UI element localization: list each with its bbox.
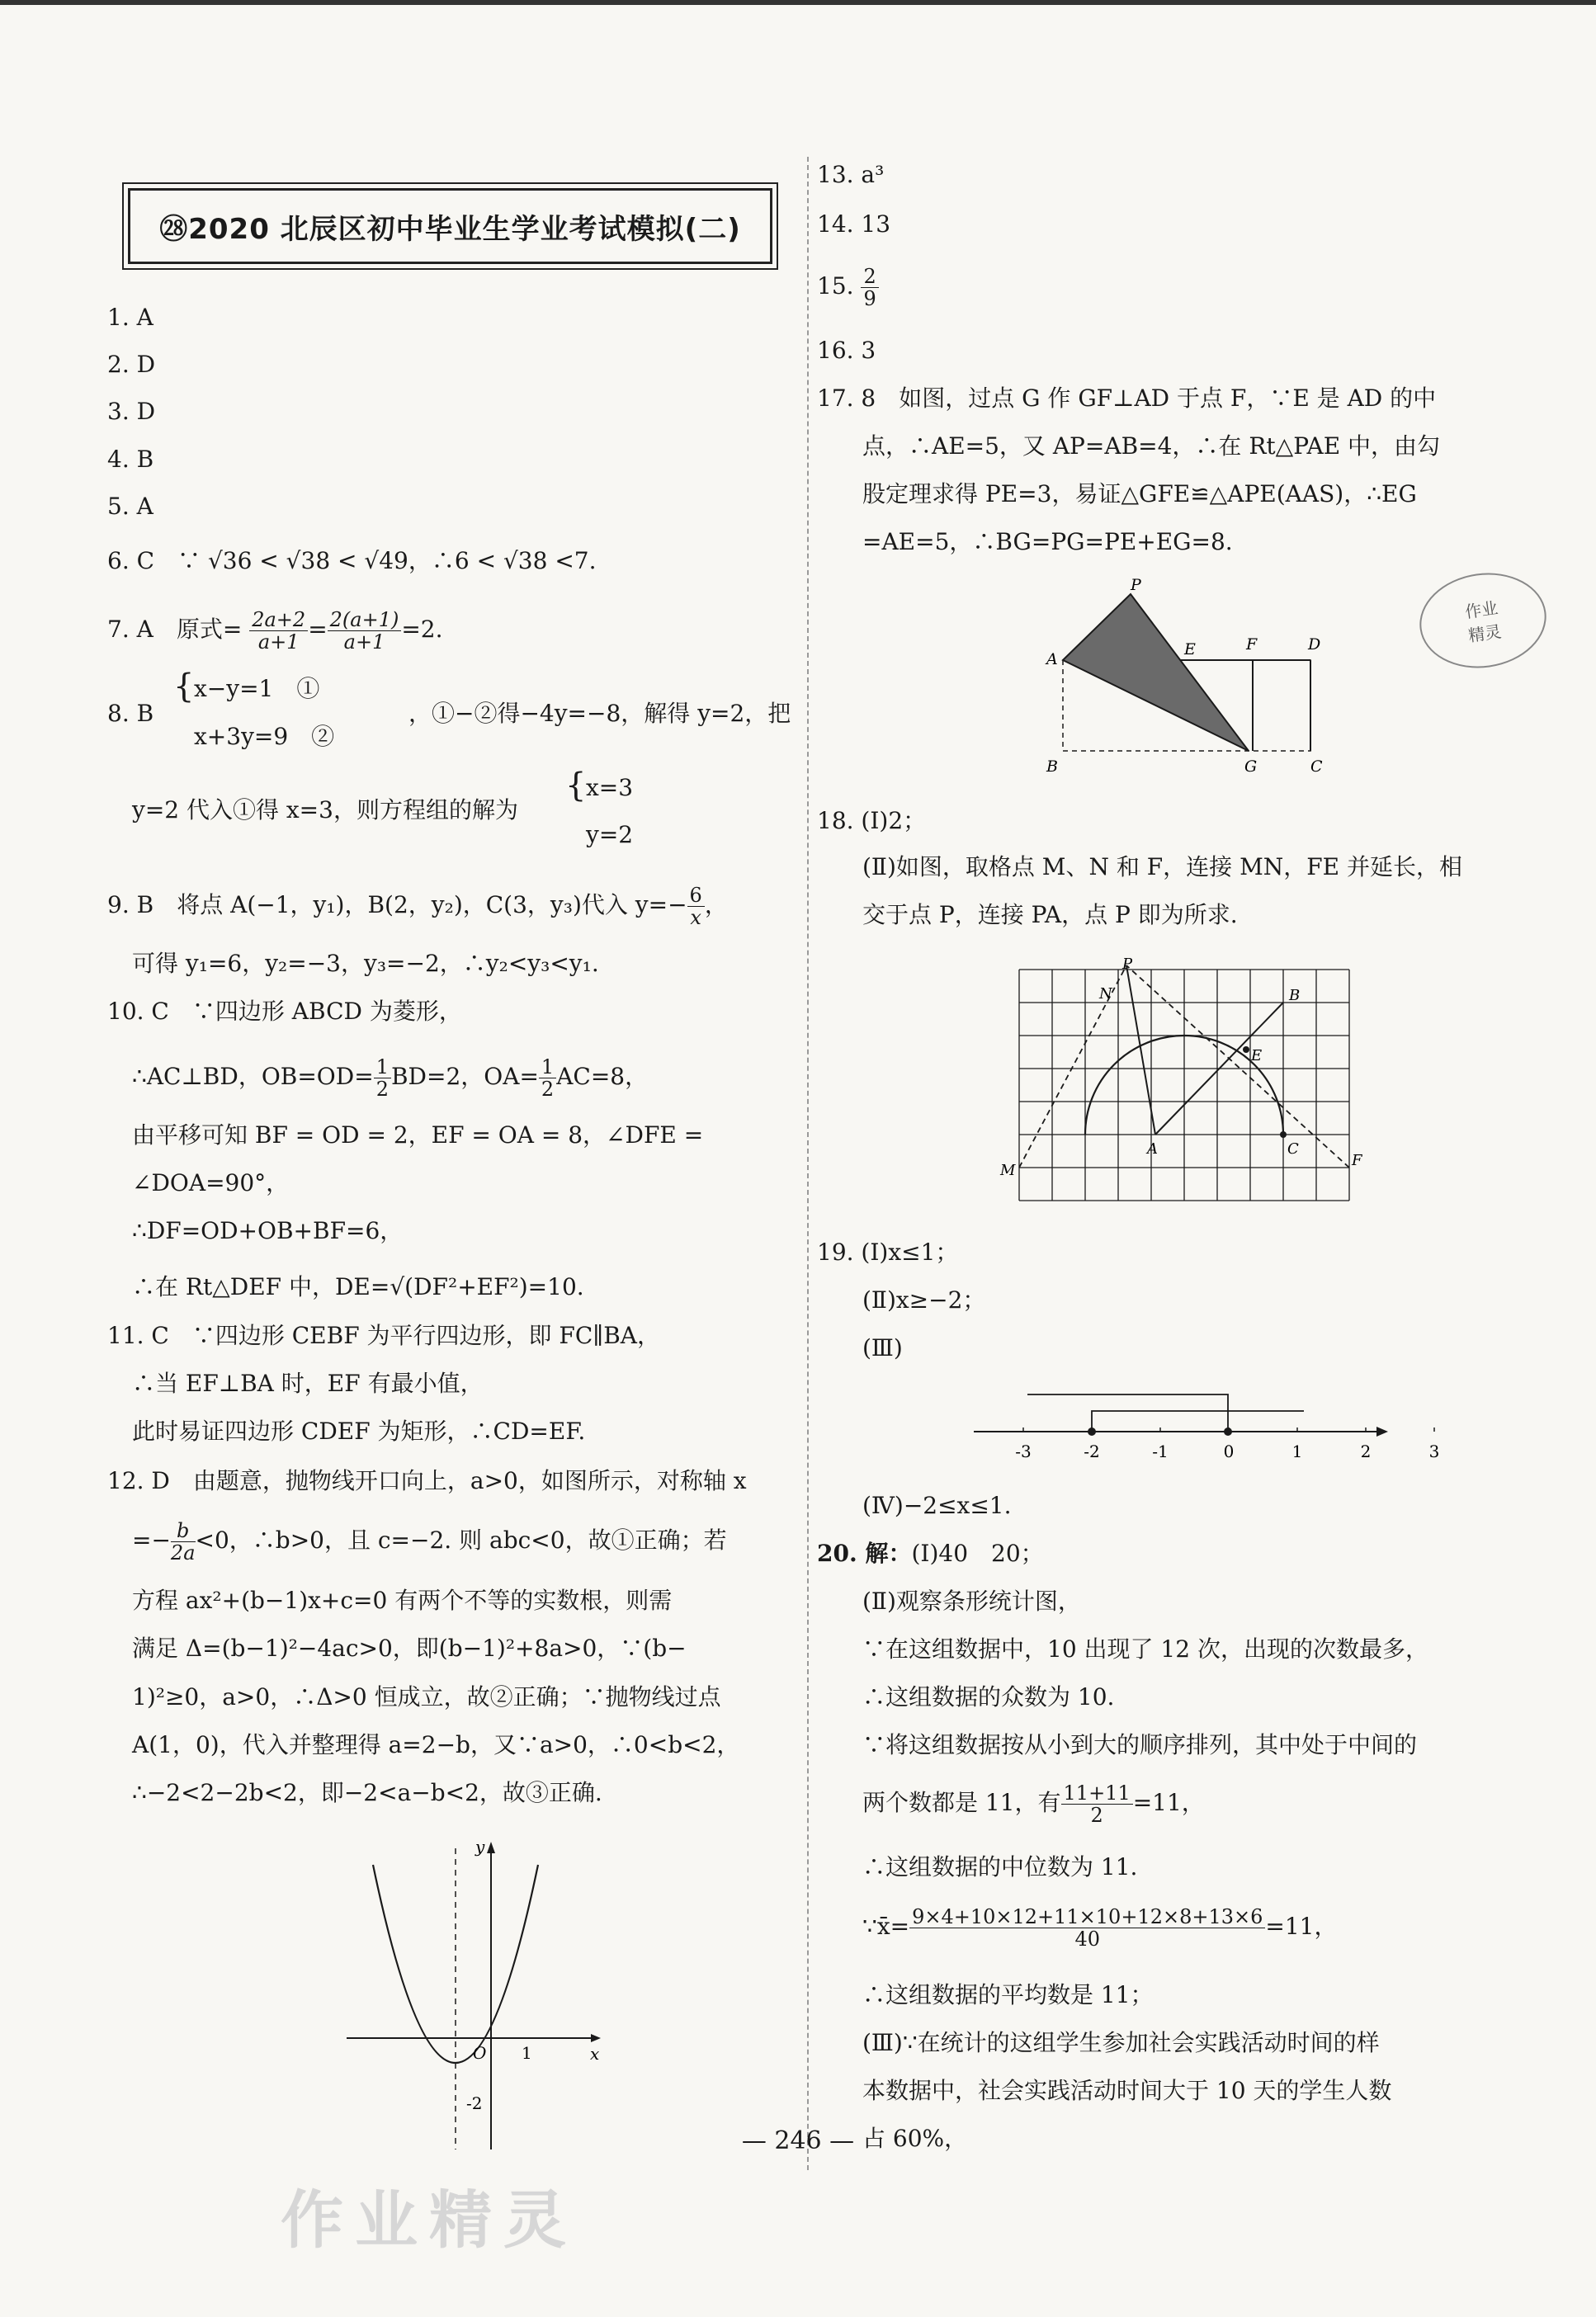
answer-8-head: 8. B [107, 700, 154, 727]
label-p: P [1131, 576, 1141, 594]
fraction [249, 609, 308, 653]
x-axis-arrow [591, 2034, 601, 2042]
fraction-numerator: 2a+2 [249, 609, 308, 631]
fraction-numerator: 11+11 [1061, 1782, 1133, 1805]
stamp-text-top: 作业 [1463, 597, 1499, 622]
tick-label: 0 [1223, 1442, 1235, 1461]
range-x-ge-neg2 [1092, 1411, 1304, 1432]
answer-16: 16. 3 [817, 337, 876, 364]
label-a: A [1046, 650, 1058, 668]
fraction-numerator: 1 [374, 1056, 391, 1078]
fraction-denominator: 40 [1074, 1928, 1100, 1951]
answer-20-line11: 本数据中，社会实践活动时间大于 10 天的学生人数 [862, 2077, 1392, 2104]
fraction-denominator: 2 [1090, 1804, 1103, 1827]
answer-4: 4. B [107, 446, 154, 473]
answer-17-line4: =AE=5，∴BG=PG=PE+EG=8. [862, 528, 1233, 555]
answer-7-head: 7. A 原式= [107, 616, 243, 643]
fraction-denominator: a+1 [257, 630, 300, 654]
answer-20-line3: ∵在这组数据中，10 出现了 12 次，出现的次数最多， [862, 1635, 1428, 1663]
answer-12-line6: A(1，0)，代入并整理得 a=2−b，又∵a>0，∴0<b<2， [132, 1731, 740, 1758]
answer-3: 3. D [107, 398, 156, 425]
parabola-graph [338, 1832, 611, 2154]
answer-11-line3: 此时易证四边形 CDEF 为矩形，∴CD=EF. [132, 1418, 586, 1445]
answer-18-line2: (Ⅱ)如图，取格点 M、N 和 F，连接 MN，FE 并延长，相 [862, 853, 1463, 880]
label-f: F [1352, 1152, 1362, 1169]
fraction [861, 266, 878, 309]
label-b: B [1289, 987, 1301, 1004]
answer-10-line2c: AC=8， [556, 1063, 649, 1090]
answer-20-line4: ∴这组数据的众数为 10. [862, 1683, 1115, 1711]
stamp-text-bottom: 精灵 [1466, 621, 1503, 646]
point-c [1280, 1131, 1287, 1138]
answer-20-line8 [862, 1906, 1337, 1950]
y-axis-arrow [487, 1842, 495, 1853]
fraction [909, 1906, 1265, 1950]
fraction-denominator: a+1 [343, 630, 385, 654]
brace: { [173, 668, 195, 705]
answer-12-line2b: <0，∴b>0，且 c=−2. 则 abc<0，故①正确；若 [195, 1527, 727, 1554]
fraction [328, 609, 402, 653]
answer-20-label: 20. 解： [817, 1540, 912, 1567]
answer-19-line1: 19. (Ⅰ)x≤1； [817, 1239, 959, 1266]
label-m: M [1000, 1162, 1016, 1179]
answer-15 [817, 266, 879, 309]
answer-20-line6b: =11， [1132, 1789, 1205, 1816]
equation-2: x+3y=9 ② [194, 723, 335, 750]
label-n: N [1099, 985, 1112, 1003]
label-e: E [1251, 1047, 1263, 1064]
grid-lines [1019, 970, 1349, 1201]
page-number: — 246 — [741, 2126, 855, 2155]
answer-9-line2: 可得 y₁=6，y₂=−3，y₃=−2，∴y₂<y₃<y₁. [132, 950, 599, 977]
figure-18-grid [999, 957, 1370, 1221]
top-rule [0, 0, 1596, 5]
number-line [966, 1378, 1440, 1469]
answer-14: 14. 13 [817, 210, 891, 238]
answer-12-line5: 1)²≥0，a>0，∴Δ>0 恒成立，故②正确；∵抛物线过点 [132, 1683, 721, 1711]
answer-12-line2a: =− [132, 1527, 171, 1554]
answer-20-line12: 占 60%， [862, 2125, 968, 2152]
answer-19-line3: (Ⅲ) [862, 1334, 903, 1361]
answer-20-line9: ∴这组数据的平均数是 11； [862, 1981, 1154, 2008]
equation-1: x−y=1 ① [194, 675, 320, 702]
shaded-triangle [1063, 594, 1249, 751]
answer-20-line2: (Ⅱ)观察条形统计图， [862, 1588, 1081, 1615]
answer-10-line6: ∴在 Rt△DEF 中，DE=√(DF²+EF²)=10. [132, 1273, 584, 1300]
fraction-numerator: 6 [687, 885, 705, 907]
tick-neg2-label: -2 [466, 2093, 483, 2113]
tick-label: -1 [1152, 1442, 1169, 1461]
answer-20-line10: (Ⅲ)∵在统计的这组学生参加社会实践活动时间的样 [862, 2029, 1380, 2056]
label-c: C [1310, 757, 1323, 776]
answer-20-line5: ∵将这组数据按从小到大的顺序排列，其中处于中间的 [862, 1731, 1418, 1758]
answer-10-line3: 由平移可知 BF = OD = 2，EF = OA = 8，∠DFE = [132, 1121, 704, 1149]
fraction [687, 885, 705, 928]
answer-7: 7. A 原式= $\frac{2a+2}{a+1}$ = $\frac{2(a+1)}{a+1}$ =2. [107, 608, 443, 654]
answer-19-line2: (Ⅱ)x≥−2； [862, 1286, 986, 1314]
answer-5: 5. A [107, 493, 153, 520]
answer-9-line1: 9. B 将点 A(−1，y₁)，B(2，y₂)，C(3，y₃)代入 y=− [107, 891, 687, 918]
answer-17-line1: 17. 8 如图，过点 G 作 GF⊥AD 于点 F，∵E 是 AD 的中 [817, 385, 1437, 412]
answer-10-line2 [132, 1056, 648, 1100]
answer-20-part1: (Ⅰ)40 20； [911, 1540, 1044, 1567]
label-c: C [1287, 1140, 1299, 1158]
answer-2: 2. D [107, 351, 156, 378]
solid-point-1 [1224, 1427, 1232, 1436]
answer-6: 6. C ∵ √36 < √38 < √49，∴6 < √38 <7. [107, 547, 597, 574]
answer-12-line4: 满足 Δ=(b−1)²−4ac>0，即(b−1)²+8a>0，∵(b− [132, 1635, 687, 1662]
solution-y: y=2 [586, 821, 634, 848]
range-x-le-1 [1027, 1394, 1228, 1432]
answer-20-line7: ∴这组数据的中位数为 11. [862, 1853, 1138, 1880]
answer-18-line1: 18. (Ⅰ)2； [817, 807, 927, 834]
answer-12-line7: ∴−2<2−2b<2，即−2<a−b<2，故③正确. [132, 1779, 602, 1806]
answer-12-line2 [132, 1520, 727, 1564]
fraction [539, 1056, 556, 1100]
tick-label: 3 [1428, 1442, 1440, 1461]
tick-label: -2 [1084, 1442, 1100, 1461]
answer-13: 13. a³ [817, 161, 885, 188]
answer-10-line4: ∠DOA=90°， [132, 1169, 290, 1196]
answer-20-line6a: 两个数都是 11，有 [862, 1789, 1061, 1816]
answer-10-line1: 10. C ∵四边形 ABCD 为菱形， [107, 998, 462, 1025]
answer-15-head: 15. [817, 272, 854, 300]
y-axis-label: y [475, 1837, 485, 1857]
column-divider [807, 157, 809, 2170]
fraction-numerator: 1 [539, 1056, 556, 1078]
answer-12-line1: 12. D 由题意，抛物线开口向上，a>0，如图所示，对称轴 x [107, 1467, 747, 1494]
fraction [171, 1520, 196, 1564]
watermark: 作业精灵 [281, 2183, 578, 2257]
fraction-numerator: 2(a+1) [328, 609, 402, 631]
solution-x: x=3 [586, 774, 634, 801]
label-a: A [1147, 1140, 1158, 1158]
origin-label: O [473, 2043, 487, 2063]
fraction-numerator: 2 [861, 266, 878, 288]
fraction [374, 1056, 391, 1100]
answer-17-line2: 点，∴AE=5，又 AP=AB=4，∴在 Rt△PAE 中，由勾 [862, 432, 1441, 460]
fraction-numerator: 9×4+10×12+11×10+12×8+13×6 [909, 1906, 1265, 1928]
x-axis-label: x [590, 2044, 600, 2064]
answer-19-line4: (Ⅳ)−2≤x≤1. [862, 1492, 1012, 1519]
answer-10-line2a: ∴AC⊥BD，OB=OD= [132, 1063, 374, 1090]
label-f: F [1246, 635, 1258, 654]
fraction [1061, 1782, 1133, 1826]
label-d: D [1308, 635, 1321, 654]
answer-8-tail: ，①−②得−4y=−8，解得 y=2，把 [408, 700, 791, 727]
answer-11-line1: 11. C ∵四边形 CEBF 为平行四边形，即 FC∥BA， [107, 1322, 661, 1349]
answer-20-line1 [817, 1537, 1044, 1570]
label-b: B [1046, 757, 1058, 776]
answer-8-line2: y=2 代入①得 x=3，则方程组的解为 [132, 796, 518, 823]
label-g: G [1244, 757, 1258, 776]
stamp-logo [1414, 565, 1552, 676]
label-p: P [1122, 956, 1133, 973]
answer-10-line2b: BD=2，OA= [390, 1063, 539, 1090]
fraction-numerator: b [171, 1520, 196, 1542]
answer-7-tail: =2. [401, 616, 443, 643]
fraction-denominator: 2a [170, 1541, 196, 1564]
answer-1: 1. A [107, 304, 153, 331]
answer-17-line3: 股定理求得 PE=3，易证△GFE≌△APE(AAS)，∴EG [862, 480, 1417, 507]
label-e: E [1184, 640, 1196, 658]
tick-label: 2 [1360, 1442, 1372, 1461]
tick-label: 1 [1291, 1442, 1303, 1461]
section-title: ㉘2020 北辰区初中毕业生学业考试模拟(二) [128, 188, 772, 264]
answer-12-line3: 方程 ax²+(b−1)x+c=0 有两个不等的实数根，则需 [132, 1587, 673, 1614]
answer-9: 9. B 将点 A(−1，y₁)，B(2，y₂)，C(3，y₃)代入 y=− $\frac{6}{x}$ ， [107, 884, 728, 929]
answer-20-line6 [862, 1782, 1205, 1826]
number-line-arrow [1376, 1427, 1388, 1437]
answer-20-line8a: ∵x̄= [862, 1913, 910, 1940]
fraction-denominator: 2 [541, 1078, 555, 1101]
tick-label: -3 [1015, 1442, 1032, 1461]
answer-18-line3: 交于点 P，连接 PA，点 P 即为所求. [862, 901, 1238, 928]
fraction-denominator: x [690, 906, 701, 929]
brace: { [565, 767, 587, 805]
point-e [1243, 1046, 1249, 1053]
answer-11-line2: ∴当 EF⊥BA 时，EF 有最小值， [132, 1370, 484, 1397]
tick-1-label: 1 [522, 2043, 532, 2063]
figure-17 [1040, 573, 1353, 788]
answer-20-line8b: =11， [1265, 1913, 1338, 1940]
fraction-denominator: 9 [863, 287, 876, 310]
fraction-denominator: 2 [375, 1078, 389, 1101]
answer-10-line5: ∴DF=OD+OB+BF=6， [132, 1217, 404, 1244]
